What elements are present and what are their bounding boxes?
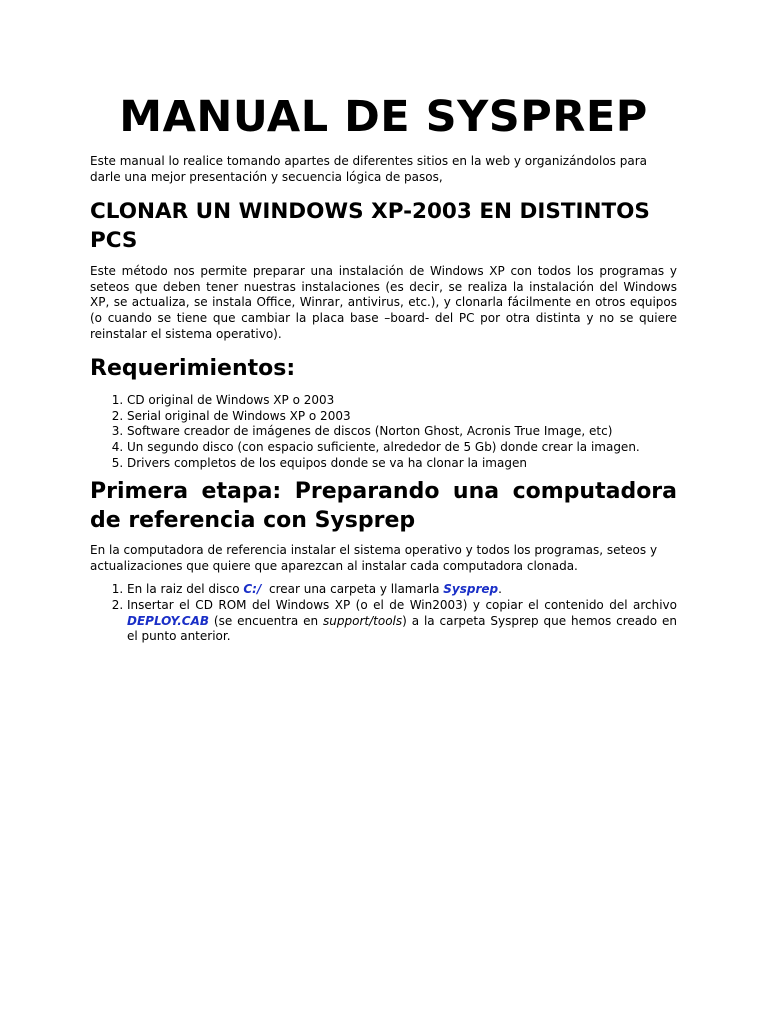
list-item: 3. Software creador de imágenes de discos (Norton Ghost, Acronis True Image, etc) — [127, 424, 677, 440]
list-item-step-1 — [127, 582, 677, 598]
step-text: ) a la carpeta Sysprep que hemos creado en el punto anterior. — [127, 613, 677, 644]
deploy-cab-link[interactable]: DEPLOY.CAB — [127, 613, 210, 628]
step-text: En la raiz del disco — [127, 582, 244, 597]
support-tools-path: support/tools — [323, 613, 403, 628]
step-text: crear una carpeta y llamarla — [261, 582, 444, 597]
requirements-list — [90, 393, 677, 471]
section-paragraph-clonar: Este método nos permite preparar una instalación de Windows XP con todos los programas y seteos que deben tener nuestras instalaciones (es decir, se realiza la instalación del Windows XP, se actualiza, se instala Office, Winrar, antivirus, etc.), y clonarla fácilmente en otros equipos (o cuando se tiene que cambiar la placa base –board- del PC por otra distinta y no se quiere reinstalar el sistema operativo). — [90, 264, 677, 341]
list-item: 4. Un segundo disco (con espacio suficiente, alrededor de 5 Gb) donde crear la imagen. — [127, 440, 677, 456]
document-page — [90, 86, 677, 645]
list-item: 5. Drivers completos de los equipos donde se va ha clonar la imagen — [127, 456, 677, 472]
sysprep-folder-link[interactable]: Sysprep — [443, 582, 499, 597]
section-heading-primera-etapa: Primera etapa: Preparando una computadora de referencia con Sysprep — [90, 479, 677, 534]
step-text: Insertar el CD ROM del Windows XP (o el de Win2003) y copiar el contenido del archivo — [127, 597, 677, 612]
list-item: 2. Serial original de Windows XP o 2003 — [127, 409, 677, 425]
section-heading-clonar: CLONAR UN WINDOWS XP-2003 EN DISTINTOS PCS — [90, 199, 650, 254]
steps-list — [90, 582, 677, 644]
step-text: . — [498, 582, 502, 597]
document-title: MANUAL DE SYSPREP — [119, 92, 648, 142]
step-text: (se encuentra en — [209, 613, 324, 628]
drive-link[interactable]: C:/ — [243, 582, 262, 597]
list-item: 1. CD original de Windows XP o 2003 — [127, 393, 677, 409]
intro-paragraph: Este manual lo realice tomando apartes de diferentes sitios en la web y organizándolos para darle una mejor presentación y secuencia lógica de pasos, — [90, 154, 647, 184]
section-heading-requerimientos: Requerimientos: — [90, 356, 296, 382]
list-item-step-2 — [127, 598, 677, 645]
section-paragraph-primera-etapa: En la computadora de referencia instalar el sistema operativo y todos los programas, seteos y actualizaciones que quiere que aparezcan al instalar cada computadora clonada. — [90, 543, 658, 573]
